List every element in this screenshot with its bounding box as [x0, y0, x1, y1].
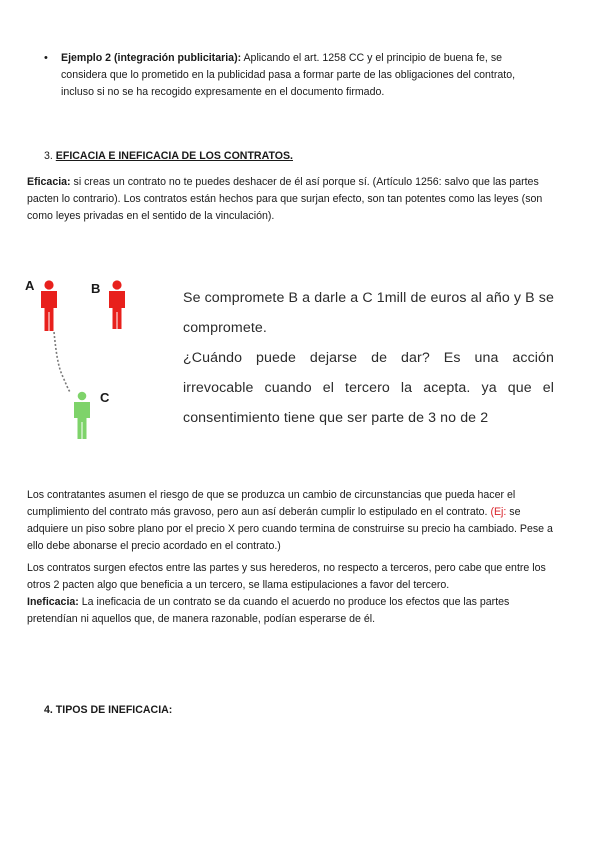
eficacia-label: Eficacia:: [27, 176, 71, 188]
riesgo-paragraph: [27, 487, 557, 555]
bullet-paragraph: [61, 50, 547, 101]
figure-text-line-1: Se compromete B a darle a C 1mill de euros al año y B se: [183, 290, 554, 306]
connector-a-c: [54, 332, 70, 392]
section-4-heading: 4. TIPOS DE INEFICACIA:: [44, 704, 173, 716]
ineficacia-paragraph: [27, 594, 557, 628]
section-3-title: EFICACIA E INEFICACIA DE LOS CONTRATOS.: [55, 150, 293, 162]
label-b: B: [91, 281, 101, 296]
efectos-block: [27, 560, 557, 628]
eficacia-text: si creas un contrato no te puedes deshacer de él así porque sí. (Artículo 1256: salvo que las partes pacten lo contrario). Los contratos están hechos para que surjan efecto, son tan potentes como las leyes (son como leyes privadas en el sentido de la vinculación).: [27, 176, 543, 222]
label-a: A: [25, 278, 35, 293]
person-a-icon: [41, 280, 57, 331]
person-b-icon: [109, 280, 125, 329]
eficacia-paragraph: [27, 174, 557, 225]
riesgo-text: Los contratantes asumen el riesgo de que se produzca un cambio de circunstancias que pueda hacer el cumplimiento del contrato más gravoso, pero aun así deberán cumplir lo estipulado en el contrato.: [27, 489, 516, 518]
figure-text-line-4: irrevocable cuando el tercero la acepta. ya que el: [183, 380, 554, 396]
label-c: C: [100, 390, 110, 405]
section-3-number: 3.: [44, 150, 56, 162]
person-c-icon: [74, 392, 90, 439]
parties-diagram-svg: [20, 272, 160, 442]
ej-text: se adquiere un piso sobre plano por el precio X pero cuando termina de construirse su precio ha cambiado. Pese a ello debe abonarse el precio acordado en el contrato.): [27, 506, 553, 552]
figure-text-line-2: compromete.: [183, 320, 267, 336]
ineficacia-label: Ineficacia:: [27, 596, 79, 608]
figure-text-line-3: ¿Cuándo puede dejarse de dar? Es una acción: [183, 350, 554, 366]
bullet-marker: •: [44, 52, 48, 64]
efectos-paragraph: Los contratos surgen efectos entre las partes y sus herederos, no respecto a terceros, pero cabe que entre los otros 2 pacten algo que beneficia a un tercero, se llama estipulaciones a favor del tercero.: [27, 562, 546, 591]
ineficacia-text: La ineficacia de un contrato se da cuando el acuerdo no produce los efectos que las partes pretendían ni aquellos que, de manera razonable, podían esperarse de él.: [27, 596, 510, 625]
section-3-heading: [44, 150, 293, 162]
ej-label: (Ej:: [490, 506, 507, 518]
bullet-body: Aplicando el art. 1258 CC y el principio de buena fe, se considera que lo prometido en la publicidad pasa a formar parte de las obligaciones del contrato, incluso si no se ha recogido expresamente en el documento firmado.: [61, 52, 516, 98]
bullet-title: Ejemplo 2 (integración publicitaria):: [61, 52, 242, 64]
parties-diagram: [20, 272, 160, 442]
figure-explanation: [183, 283, 554, 433]
figure-text-line-5: consentimiento tiene que ser parte de 3 no de 2: [183, 410, 489, 426]
